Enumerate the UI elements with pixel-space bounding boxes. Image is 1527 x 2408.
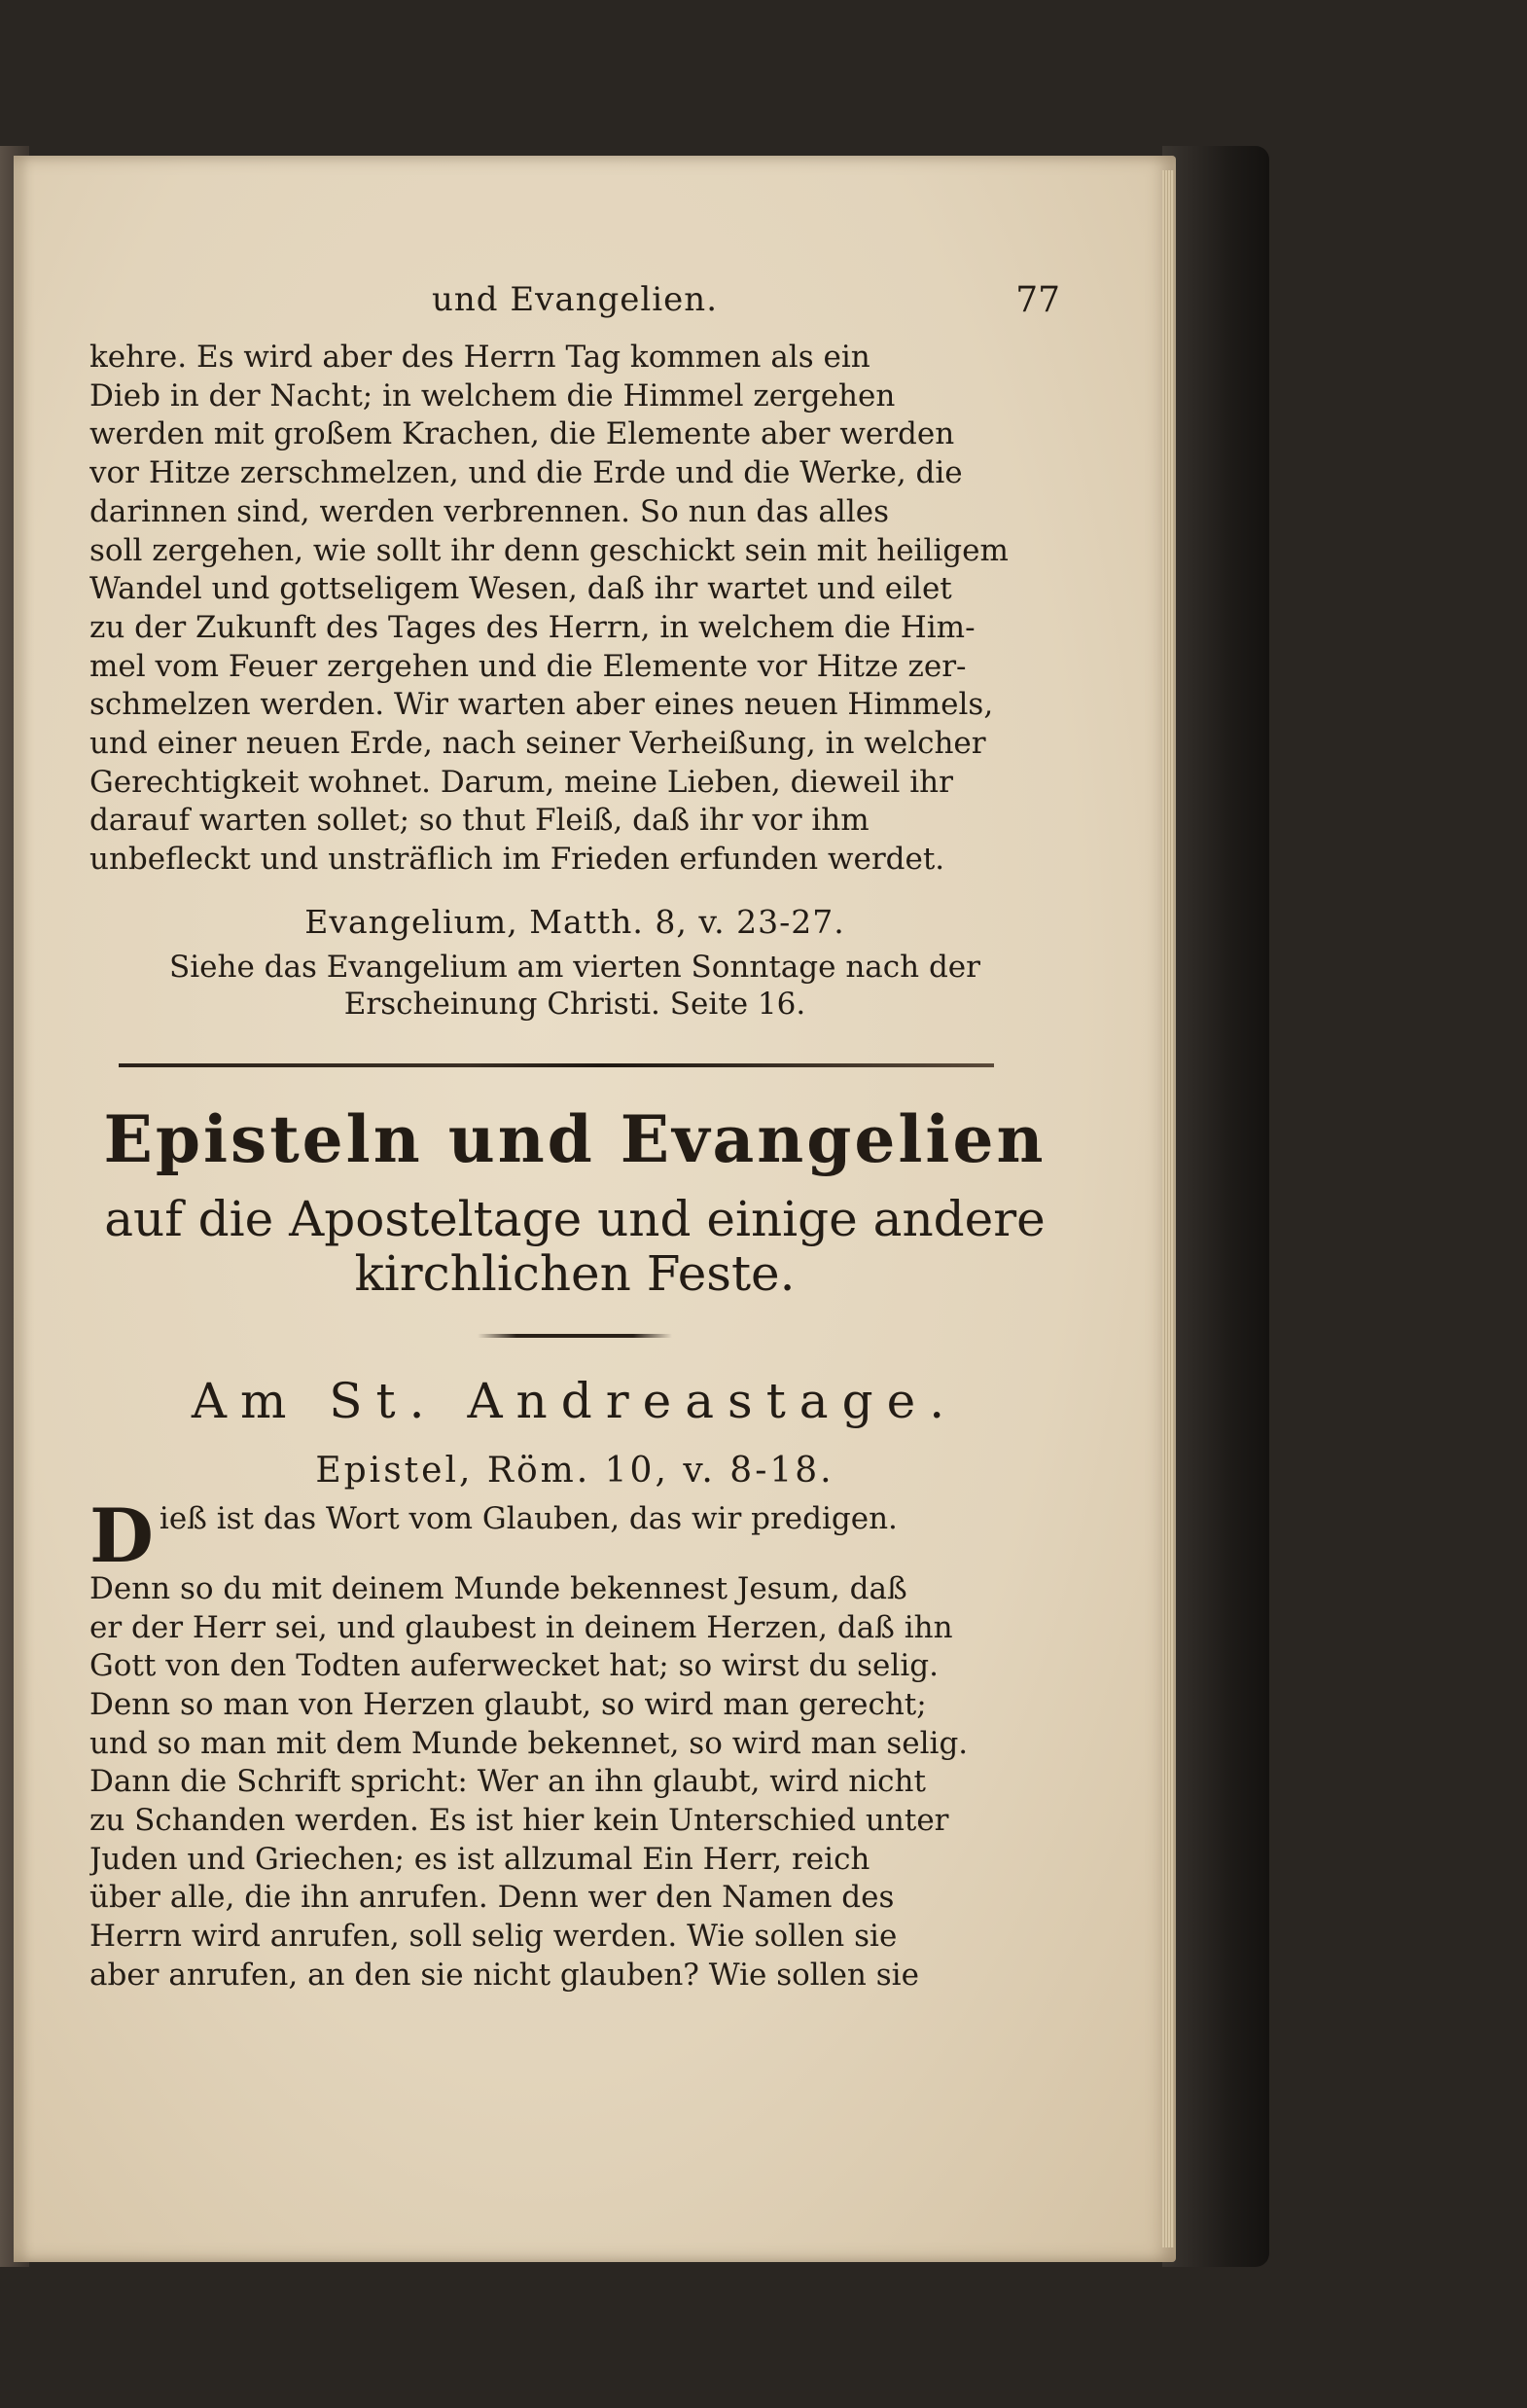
- page-stack-edge: [1162, 170, 1174, 2247]
- section-subtitle: [89, 1192, 1060, 1301]
- section-title: Episteln und Evangelien: [103, 1100, 1047, 1177]
- gospel-note-line: Erscheinung Christi. Seite 16.: [343, 986, 806, 1022]
- text-line: er der Herr sei, und glaubest in deinem Herzen, daß ihn: [89, 1609, 953, 1645]
- first-line-text: ieß ist das Wort vom Glauben, das wir predigen.: [159, 1500, 898, 1536]
- running-head: und Evangelien.: [431, 280, 719, 319]
- text-line: Herrn wird anrufen, soll selig werden. Wie sollen sie: [89, 1919, 898, 1955]
- epistle-reference: Epistel, Röm. 10, v. 8-18.: [315, 1450, 835, 1491]
- text-line: schmelzen werden. Wir warten aber eines neuen Himmels,: [89, 687, 994, 723]
- text-block-top: [89, 339, 1060, 880]
- page-content: [89, 280, 1060, 1995]
- text-line: Gott von den Todten auferwecket hat; so wirst du selig.: [89, 1648, 939, 1684]
- subtitle-line: auf die Aposteltage und einige andere: [104, 1190, 1046, 1247]
- subtitle-line: kirchlichen Feste.: [354, 1244, 796, 1302]
- text-line: aber anrufen, an den sie nicht glauben? Wie sollen sie: [89, 1957, 919, 1993]
- text-line: darauf warten sollet; so thut Fleiß, daß ihr vor ihm: [89, 803, 870, 839]
- text-line: Dann die Schrift spricht: Wer an ihn glaubt, wird nicht: [89, 1764, 926, 1800]
- text-line: zu der Zukunft des Tages des Herrn, in welchem die Him-: [89, 609, 976, 645]
- text-line: mel vom Feuer zergehen und die Elemente vor Hitze zer-: [89, 648, 967, 684]
- section-divider: [119, 1063, 994, 1067]
- text-line: soll zergehen, wie sollt ihr denn geschickt sein mit heiligem: [89, 532, 1009, 568]
- text-line: Denn so du mit deinem Munde bekennest Jesum, daß: [89, 1570, 907, 1606]
- text-line: Dieb in der Nacht; in welchem die Himmel zergehen: [89, 377, 896, 413]
- feast-title: Am St. Andreastage.: [191, 1372, 959, 1429]
- text-line: über alle, die ihn anrufen. Denn wer den Namen des: [89, 1880, 895, 1916]
- text-line: Gerechtigkeit wohnet. Darum, meine Lieben, dieweil ihr: [89, 764, 953, 800]
- text-block-bottom: [89, 1500, 1060, 1995]
- text-line: und so man mit dem Munde bekennet, so wird man selig.: [89, 1725, 969, 1761]
- page-header: [89, 280, 1060, 339]
- gospel-note-line: Siehe das Evangelium am vierten Sonntage nach der: [169, 949, 980, 985]
- gospel-note: [89, 949, 1060, 1023]
- text-line: Wandel und gottseligem Wesen, daß ihr wartet und eilet: [89, 571, 952, 607]
- text-line: zu Schanden werden. Es ist hier kein Unterschied unter: [89, 1803, 949, 1839]
- text-line: [89, 1500, 1060, 1570]
- text-line: kehre. Es wird aber des Herrn Tag kommen als ein: [89, 340, 870, 375]
- gospel-reference: Evangelium, Matth. 8, v. 23-27.: [304, 902, 845, 941]
- text-line: Denn so man von Herzen glaubt, so wird man gerecht;: [89, 1686, 927, 1722]
- text-line: Juden und Griechen; es ist allzumal Ein Herr, reich: [89, 1841, 870, 1877]
- book-cover-edge: [1162, 146, 1269, 2267]
- page-number: 77: [1015, 280, 1060, 320]
- text-line: vor Hitze zerschmelzen, und die Erde und die Werke, die: [89, 455, 963, 491]
- drop-cap: D: [89, 1499, 154, 1570]
- ornament-rule: [478, 1334, 672, 1338]
- text-line: darinnen sind, werden verbrennen. So nun das alles: [89, 493, 889, 529]
- text-line: und einer neuen Erde, nach seiner Verheißung, in welcher: [89, 726, 986, 762]
- text-line: unbefleckt und unsträflich im Frieden erfunden werdet.: [89, 842, 945, 878]
- text-line: werden mit großem Krachen, die Elemente aber werden: [89, 416, 955, 452]
